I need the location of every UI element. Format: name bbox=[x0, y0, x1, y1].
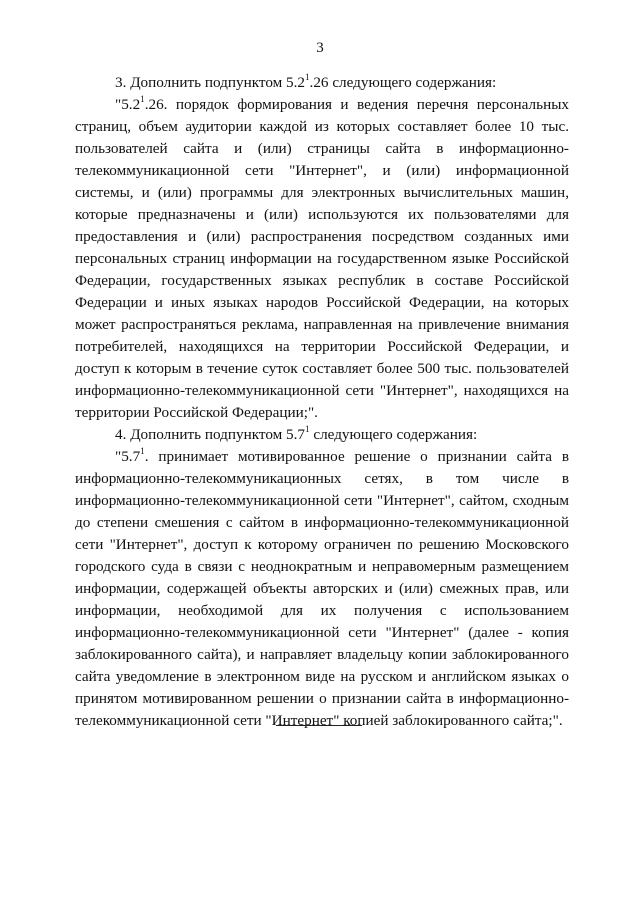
item-3-heading: 3. Дополнить подпунктом $5.2^1.26$ следующего содержания: bbox=[115, 71, 497, 91]
end-divider bbox=[276, 725, 362, 726]
item-4-quote: "$5.7^1$. принимает мотивированное решение о признании сайта в информационно-телекоммуникационных сетях, в том числе в информационно-телекоммуникационной сети "Интернет", сайтом, сходным до степени смешения с сайтом в информационно-телекоммуникационной сети "Интернет", доступ к которому ограничен по решению Московского городского суда в связи с неоднократным и неправомерным размещением информации, содержащей объекты авторских и (или) смежных прав, или информации, необходимой для их получения с использованием информационно-телекоммуникационной сети "Интернет" (далее - копия заблокированного сайта), и направляет владельцу копии заблокированного сайта уведомление в электронном виде на русском и английском языках о принятом мотивированном решении о признании сайта в информационно-телекоммуникационной сети "Интернет" копией заблокированного сайта;". bbox=[75, 445, 569, 729]
document-body bbox=[75, 72, 569, 732]
item-3-quote: "$5.2^1.26$. порядок формирования и ведения перечня персональных страниц, объем аудитории каждой из которых составляет более 10 тыс. пользователей сайта и (или) страницы сайта в информационно-телекоммуникационной сети "Интернет", и (или) информационной системы, и (или) программы для электронных вычислительных машин, которые предназначены и (или) используются их пользователями для предоставления и (или) распространения посредством созданных ими персональных страниц информации на государственном языке Российской Федерации, государственных языках республик в составе Российской Федерации и иных языках народов Российской Федерации, на которых может распространяться реклама, направленная на привлечение внимания потребителей, находящихся на территории Российской Федерации, и доступ к которым в течение суток составляет более 500 тыс. пользователей информационно-телекоммуникационной сети "Интернет", находящихся на территории Российской Федерации;". bbox=[75, 93, 569, 421]
page-number: 3 bbox=[316, 40, 324, 56]
item-4-heading: 4. Дополнить подпунктом $5.7^1$ следующего содержания: bbox=[115, 423, 478, 443]
